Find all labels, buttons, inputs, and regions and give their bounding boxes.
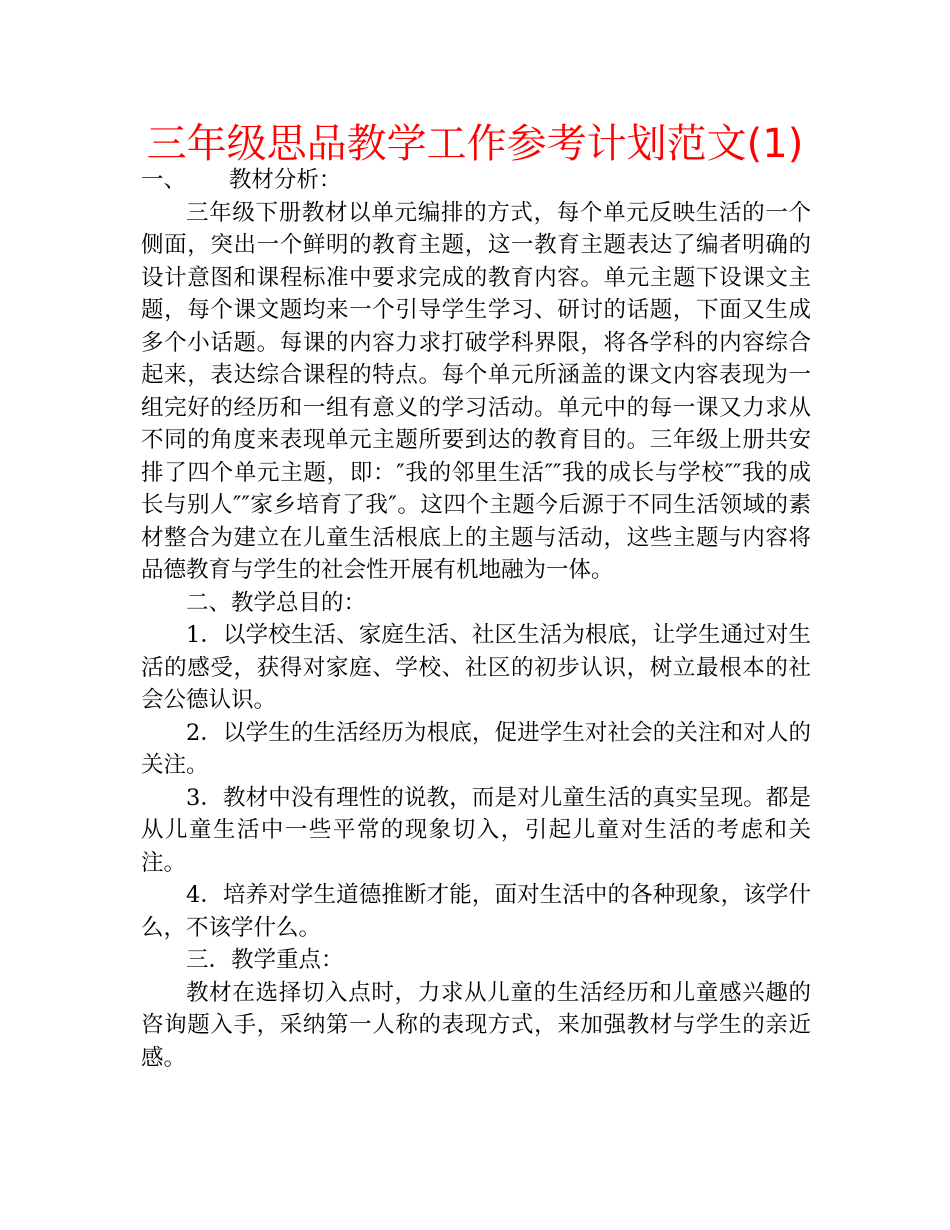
section-heading-materials-analysis: 一、 教材分析： — [141, 167, 342, 193]
document-title: 三年级思品教学工作参考计划范文(1) — [146, 121, 804, 167]
paragraph-goal-1: 1．以学校生活、家庭生活、社区生活为根底，让学生通过对生活的感受，获得对家庭、学校、社区的初步认识，树立最根本的社会公德认识。 — [141, 622, 811, 713]
paragraph-materials-description: 三年级下册教材以单元编排的方式，每个单元反映生活的一个侧面，突出一个鲜明的教育主题，这一教育主题表达了编者明确的设计意图和课程标准中要求完成的教育内容。单元主题下设课文主题，每个课文题均来一个引导学生学习、研讨的话题，下面又生成多个小话题。每课的内容力求打破学科界限，将各学科的内容综合起来，表达综合课程的特点。每个单元所涵盖的课文内容表现为一组完好的经历和一组有意义的学习活动。单元中的每一课又力求从不同的角度来表现单元主题所要到达的教育目的。三年级上册共安排了四个单元主题，即：″我的邻里生活″″我的成长与学校″″我的成长与别人″″家乡培育了我″。这四个主题今后源于不同生活领域的素材整合为建立在儿童生活根底上的主题与活动，这些主题与内容将品德教育与学生的社会性开展有机地融为一体。 — [141, 199, 811, 583]
paragraph-goal-3: 3．教材中没有理性的说教，而是对儿童生活的真实呈现。都是从儿童生活中一些平常的现象切入，引起儿童对生活的考虑和关注。 — [141, 784, 811, 876]
paragraph-goal-2: 2．以学生的生活经历为根底，促进学生对社会的关注和对人的关注。 — [141, 719, 811, 778]
paragraph-teaching-focus: 教材在选择切入点时，力求从儿童的生活经历和儿童感兴趣的咨询题入手，采纳第一人称的表现方式，来加强教材与学生的亲近感。 — [141, 979, 811, 1071]
section-heading-teaching-goals: 二、教学总目的： — [186, 589, 367, 616]
document-body — [141, 164, 811, 1074]
paragraph-goal-4: 4．培养对学生道德推断才能，面对生活中的各种现象，该学什么，不该学什么。 — [141, 882, 811, 941]
section-heading-teaching-focus: 三．教学重点： — [186, 947, 344, 973]
